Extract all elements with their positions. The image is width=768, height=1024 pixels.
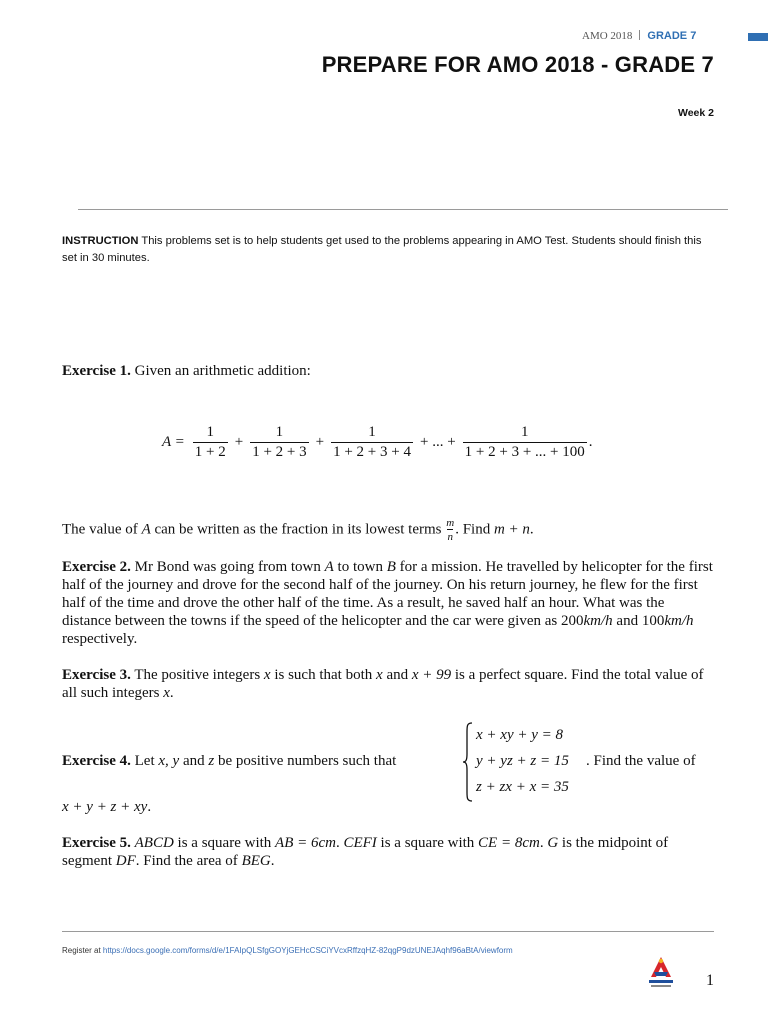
exercise-5 [62,834,716,870]
page-title: PREPARE FOR AMO 2018 - GRADE 7 [321,52,714,77]
variable: CE = 8cm [478,835,540,851]
exercise-4-label: Exercise 4. [62,753,131,769]
speed-unit: km/h [583,613,613,629]
system-equation-3: z + zx + x = 35 [476,779,569,795]
variable: AB = 6cm [275,835,336,851]
exercise-4-final [62,798,716,816]
question-text: . Find [455,521,494,538]
exercise-1-question [62,517,716,543]
exercise-text: to town [333,559,387,575]
variable: x [376,667,383,683]
plus-operator: + [315,434,325,450]
fraction-numerator: m [446,517,455,529]
header-series [582,30,696,42]
equation-end: . [588,434,593,450]
exercise-text: and [179,753,209,769]
speed-value: 100 [641,613,665,629]
target-expression: x + y + z + xy [62,799,148,815]
exercise-3 [62,666,716,702]
fraction-numerator: 1 [520,424,529,440]
header-series-label: AMO 2018 [582,30,633,42]
variable: x, y [158,753,180,769]
american-mathematics-olympiad-logo-icon [646,955,676,991]
instruction-label: INSTRUCTION [62,235,139,247]
exercise-4-lead [62,752,462,770]
header-divider [639,30,640,40]
exercise-text: is a perfect square. Find the total value of all such integers [62,667,704,701]
header-grade-label: GRADE 7 [647,30,697,42]
exercise-1-equation [162,424,593,461]
exercise-text: . [335,835,344,851]
fraction-numerator: 1 [368,424,376,440]
variable: x + 99 [411,667,452,683]
exercise-text: respectively. [62,631,138,647]
question-target: m + n [493,521,530,538]
exercise-4-tail: . Find the value of [586,753,696,769]
fraction-numerator: 1 [275,424,284,440]
exercise-text: is such that both [270,667,377,683]
instruction-text: This problems set is to help students get used to the problems appearing in AMO Test. Students should finish this set in 30 minutes. [62,235,702,264]
fraction-3 [331,424,413,461]
exercise-text: . [147,799,152,815]
instruction-block [62,233,716,267]
exercise-5-label: Exercise 5. [62,835,131,851]
variable: BEG [241,853,271,869]
header-accent-bar [748,33,768,41]
exercise-text: is the midpoint of segment [62,835,669,869]
fraction-denominator: 1 + 2 + 3 + ... + 100 [464,444,585,460]
fraction-4 [463,424,587,461]
equation-lhs [162,434,185,451]
ellipsis-operator: + ... + [419,434,456,450]
system-equations [476,722,569,800]
plus-operator: + [234,434,244,450]
exercise-text: is a square with [376,835,479,851]
register-label: Register at [62,946,103,955]
week-label: Week 2 [678,107,714,119]
question-text: . [529,521,534,538]
speed-unit: km/h [664,613,694,629]
variable: B [386,559,396,575]
register-line [62,946,513,955]
variable: CEFI [343,835,377,851]
exercise-text: for a mission. He travelled by helicopter for the first half of the journey and drove for the second half of the journey. On his return journey, he flew for the first half of the time and drove the other half of the time. As a result, he saved half an hour. What was the distance between the towns if the speed of the helicopter and the car were given as [62,559,713,629]
exercise-1-intro-text: Given an arithmetic addition: [134,363,311,379]
fraction-1 [193,424,228,461]
variable: A [324,559,334,575]
header-divider-rule [78,209,728,210]
fraction-numerator: 1 [206,424,214,440]
exercise-text: . [169,685,174,701]
question-variable: A [141,521,151,538]
exercise-text: be positive numbers such that [214,753,397,769]
exercise-2-label: Exercise 2. [62,559,131,575]
register-link[interactable]: https://docs.google.com/forms/d/e/1FAIpQLSfgGOYjGEHcCSCiYVcxRffzqHZ-82qgP9dzUNEJAqhf96aBtA/viewform [102,946,513,955]
fraction-denominator: n [447,531,453,543]
question-text: can be written as the fraction in its lowest terms [150,521,446,538]
variable: x [163,685,170,701]
page-number: 1 [706,972,714,989]
footer-divider-rule [62,931,714,932]
exercise-text: Mr Bond was going from town [134,559,325,575]
fraction-2 [250,424,308,461]
exercise-text: . [270,853,275,869]
exercise-text: and [382,667,412,683]
exercise-text: . [539,835,548,851]
exercise-text: The positive integers [134,667,264,683]
fraction-denominator: 1 + 2 [194,444,226,460]
system-equation-1: x + xy + y = 8 [476,727,563,743]
fraction-denominator: 1 + 2 + 3 [252,444,307,460]
exercise-1-label: Exercise 1. [62,363,131,379]
exercise-text: . Find the area of [135,853,242,869]
fraction-denominator: 1 + 2 + 3 + 4 [333,444,411,460]
exercise-2 [62,558,716,648]
exercise-text: is a square with [173,835,276,851]
exercise-1-intro [62,362,716,380]
m-over-n-fraction [446,517,454,543]
exercise-text: Let [134,753,159,769]
speed-value: 200 [560,613,584,629]
variable: ABCD [134,835,174,851]
exercise-text: and [612,613,642,629]
left-brace-icon [462,722,474,802]
exercise-3-label: Exercise 3. [62,667,131,683]
variable: z [208,753,215,769]
variable: x [263,667,271,683]
variable: G [547,835,559,851]
system-equation-2: y + yz + z = 15 [476,753,569,769]
variable: DF [115,853,136,869]
equation-lhs-text: A = [162,434,185,450]
question-text: The value of [62,521,142,538]
